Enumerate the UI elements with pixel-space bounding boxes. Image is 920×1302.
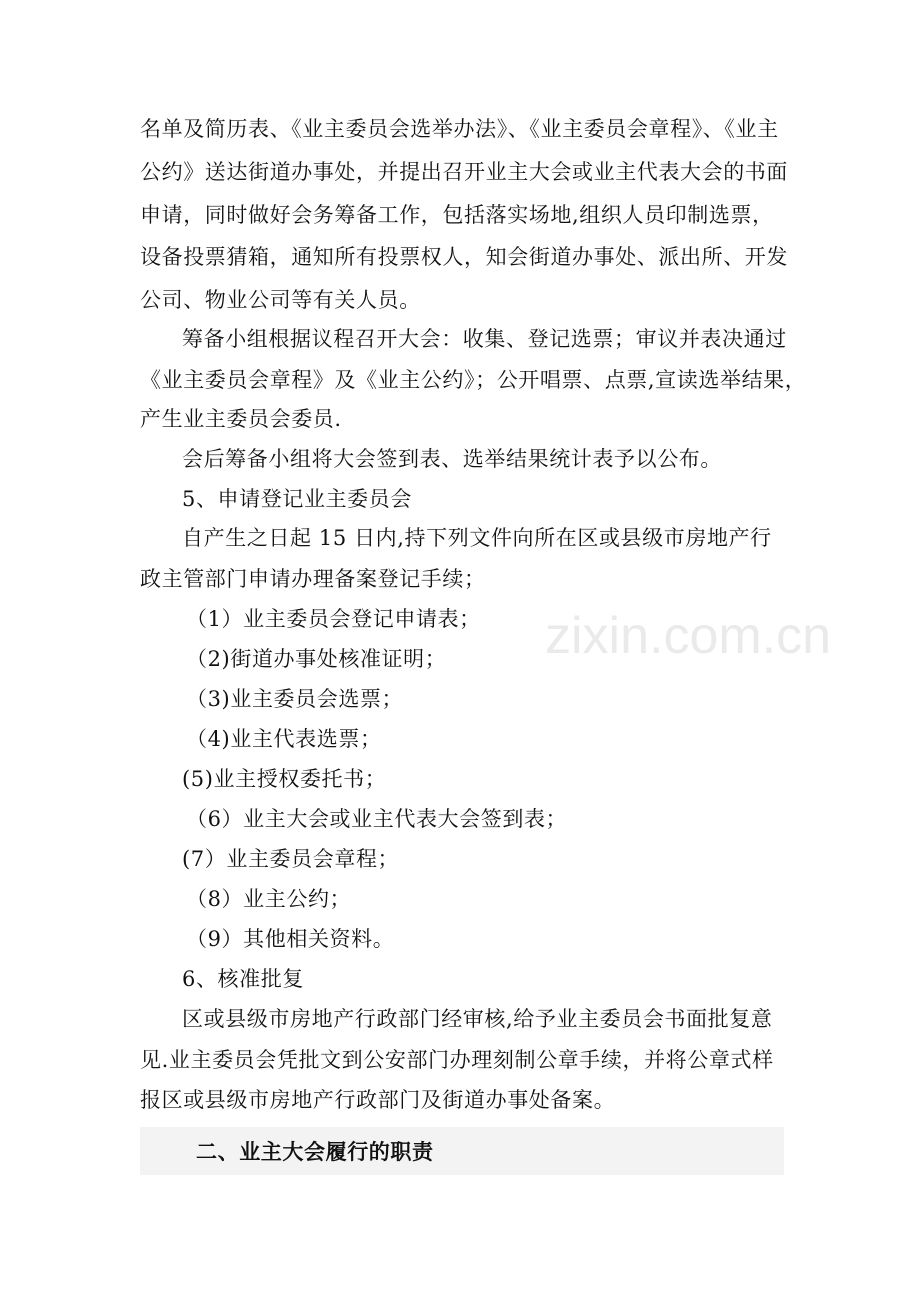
list-item: （9）其他相关资料。 — [186, 927, 395, 951]
paragraph-line: 自产生之日起 15 日内,持下列文件向所在区或县级市房地产行 — [182, 526, 772, 550]
list-item: (7）业主委员会章程； — [182, 847, 400, 871]
paragraph-line: 公司、物业公司等有关人员。 — [140, 288, 421, 312]
paragraph-line: 申请，同时做好会务筹备工作，包括落实场地,组织人员印制选票， — [140, 203, 774, 227]
paragraph-line: 报区或县级市房地产行政部门及街道办事处备案。 — [140, 1088, 616, 1112]
list-item: （4)业主代表选票； — [186, 727, 382, 751]
paragraph-line: 《业主委员会章程》及《业主公约》；公开唱票、点票,宣读选举结果， — [140, 368, 807, 392]
list-item: （3)业主委员会选票； — [186, 687, 404, 711]
paragraph-line: 会后筹备小组将大会签到表、选举结果统计表予以公布。 — [182, 447, 722, 471]
section-heading: 6、核准批复 — [182, 967, 304, 991]
watermark: zixin.com.cn — [545, 607, 832, 665]
paragraph-line: 公约》送达街道办事处，并提出召开业主大会或业主代表大会的书面 — [140, 160, 788, 184]
paragraph-line: 名单及简历表、《业主委员会选举办法》、《业主委员会章程》、《业主 — [140, 117, 779, 141]
paragraph-line: 区或县级市房地产行政部门经审核,给予业主委员会书面批复意 — [182, 1007, 773, 1031]
list-item: （6）业主大会或业主代表大会签到表； — [186, 807, 568, 831]
list-item: （1）业主委员会登记申请表； — [186, 607, 481, 631]
list-item: （2)街道办事处核准证明； — [186, 647, 447, 671]
section-title: 二、业主大会履行的职责 — [196, 1140, 434, 1164]
list-item: (5)业主授权委托书； — [182, 767, 387, 791]
paragraph-line: 筹备小组根据议程召开大会：收集、登记选票；审议并表决通过 — [182, 327, 787, 351]
paragraph-line: 见.业主委员会凭批文到公安部门办理刻制公章手续，并将公章式样 — [140, 1048, 774, 1072]
section-heading: 5、申请登记业主委员会 — [182, 487, 412, 511]
paragraph-line: 政主管部门申请办理备案登记手续； — [140, 567, 486, 591]
paragraph-line: 设备投票猜箱，通知所有投票权人，知会街道办事处、派出所、开发 — [140, 245, 788, 269]
list-item: （8）业主公约； — [186, 887, 352, 911]
paragraph-line: 产生业主委员会委员. — [140, 407, 342, 431]
